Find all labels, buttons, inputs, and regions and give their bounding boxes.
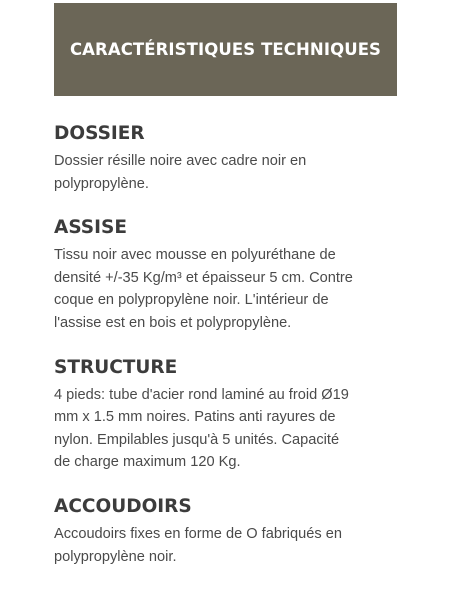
section-dossier xyxy=(54,122,399,195)
body-line: coque en polypropylène noir. L'intérieur de xyxy=(54,292,329,309)
body-line: nylon. Empilables jusqu'à 5 unités. Capacité xyxy=(54,431,340,448)
body-line: mm x 1.5 mm noires. Patins anti rayures de xyxy=(54,409,336,426)
body-line: polypropylène. xyxy=(54,175,149,192)
body-line: l'assise est en bois et polypropylène. xyxy=(54,314,292,331)
page-title: CARACTÉRISTIQUES TECHNIQUES xyxy=(69,40,382,59)
body-line: Dossier résille noire avec cadre noir en xyxy=(54,153,307,169)
body-line: de charge maximum 120 Kg. xyxy=(54,454,241,471)
section-body xyxy=(54,244,399,334)
section-assise xyxy=(54,216,399,334)
body-line: Accoudoirs fixes en forme de O fabriqués en xyxy=(54,525,342,542)
section-accoudoirs xyxy=(54,495,399,568)
section-structure xyxy=(54,356,399,474)
body-line: densité +/-35 Kg/m³ et épaisseur 5 cm. Contre xyxy=(54,269,353,286)
section-body xyxy=(54,384,399,474)
section-heading: ASSISE xyxy=(54,217,127,239)
section-heading: DOSSIER xyxy=(54,123,145,144)
title-banner xyxy=(54,3,397,96)
spec-sections xyxy=(54,122,399,589)
body-line: polypropylène noir. xyxy=(54,548,177,565)
section-body xyxy=(54,523,399,568)
section-body xyxy=(54,150,399,195)
section-heading: STRUCTURE xyxy=(54,356,178,378)
body-line: Tissu noir avec mousse en polyuréthane de xyxy=(54,247,336,264)
body-line: 4 pieds: tube d'acier rond laminé au froid Ø19 xyxy=(54,386,349,403)
section-heading: ACCOUDOIRS xyxy=(54,495,192,517)
